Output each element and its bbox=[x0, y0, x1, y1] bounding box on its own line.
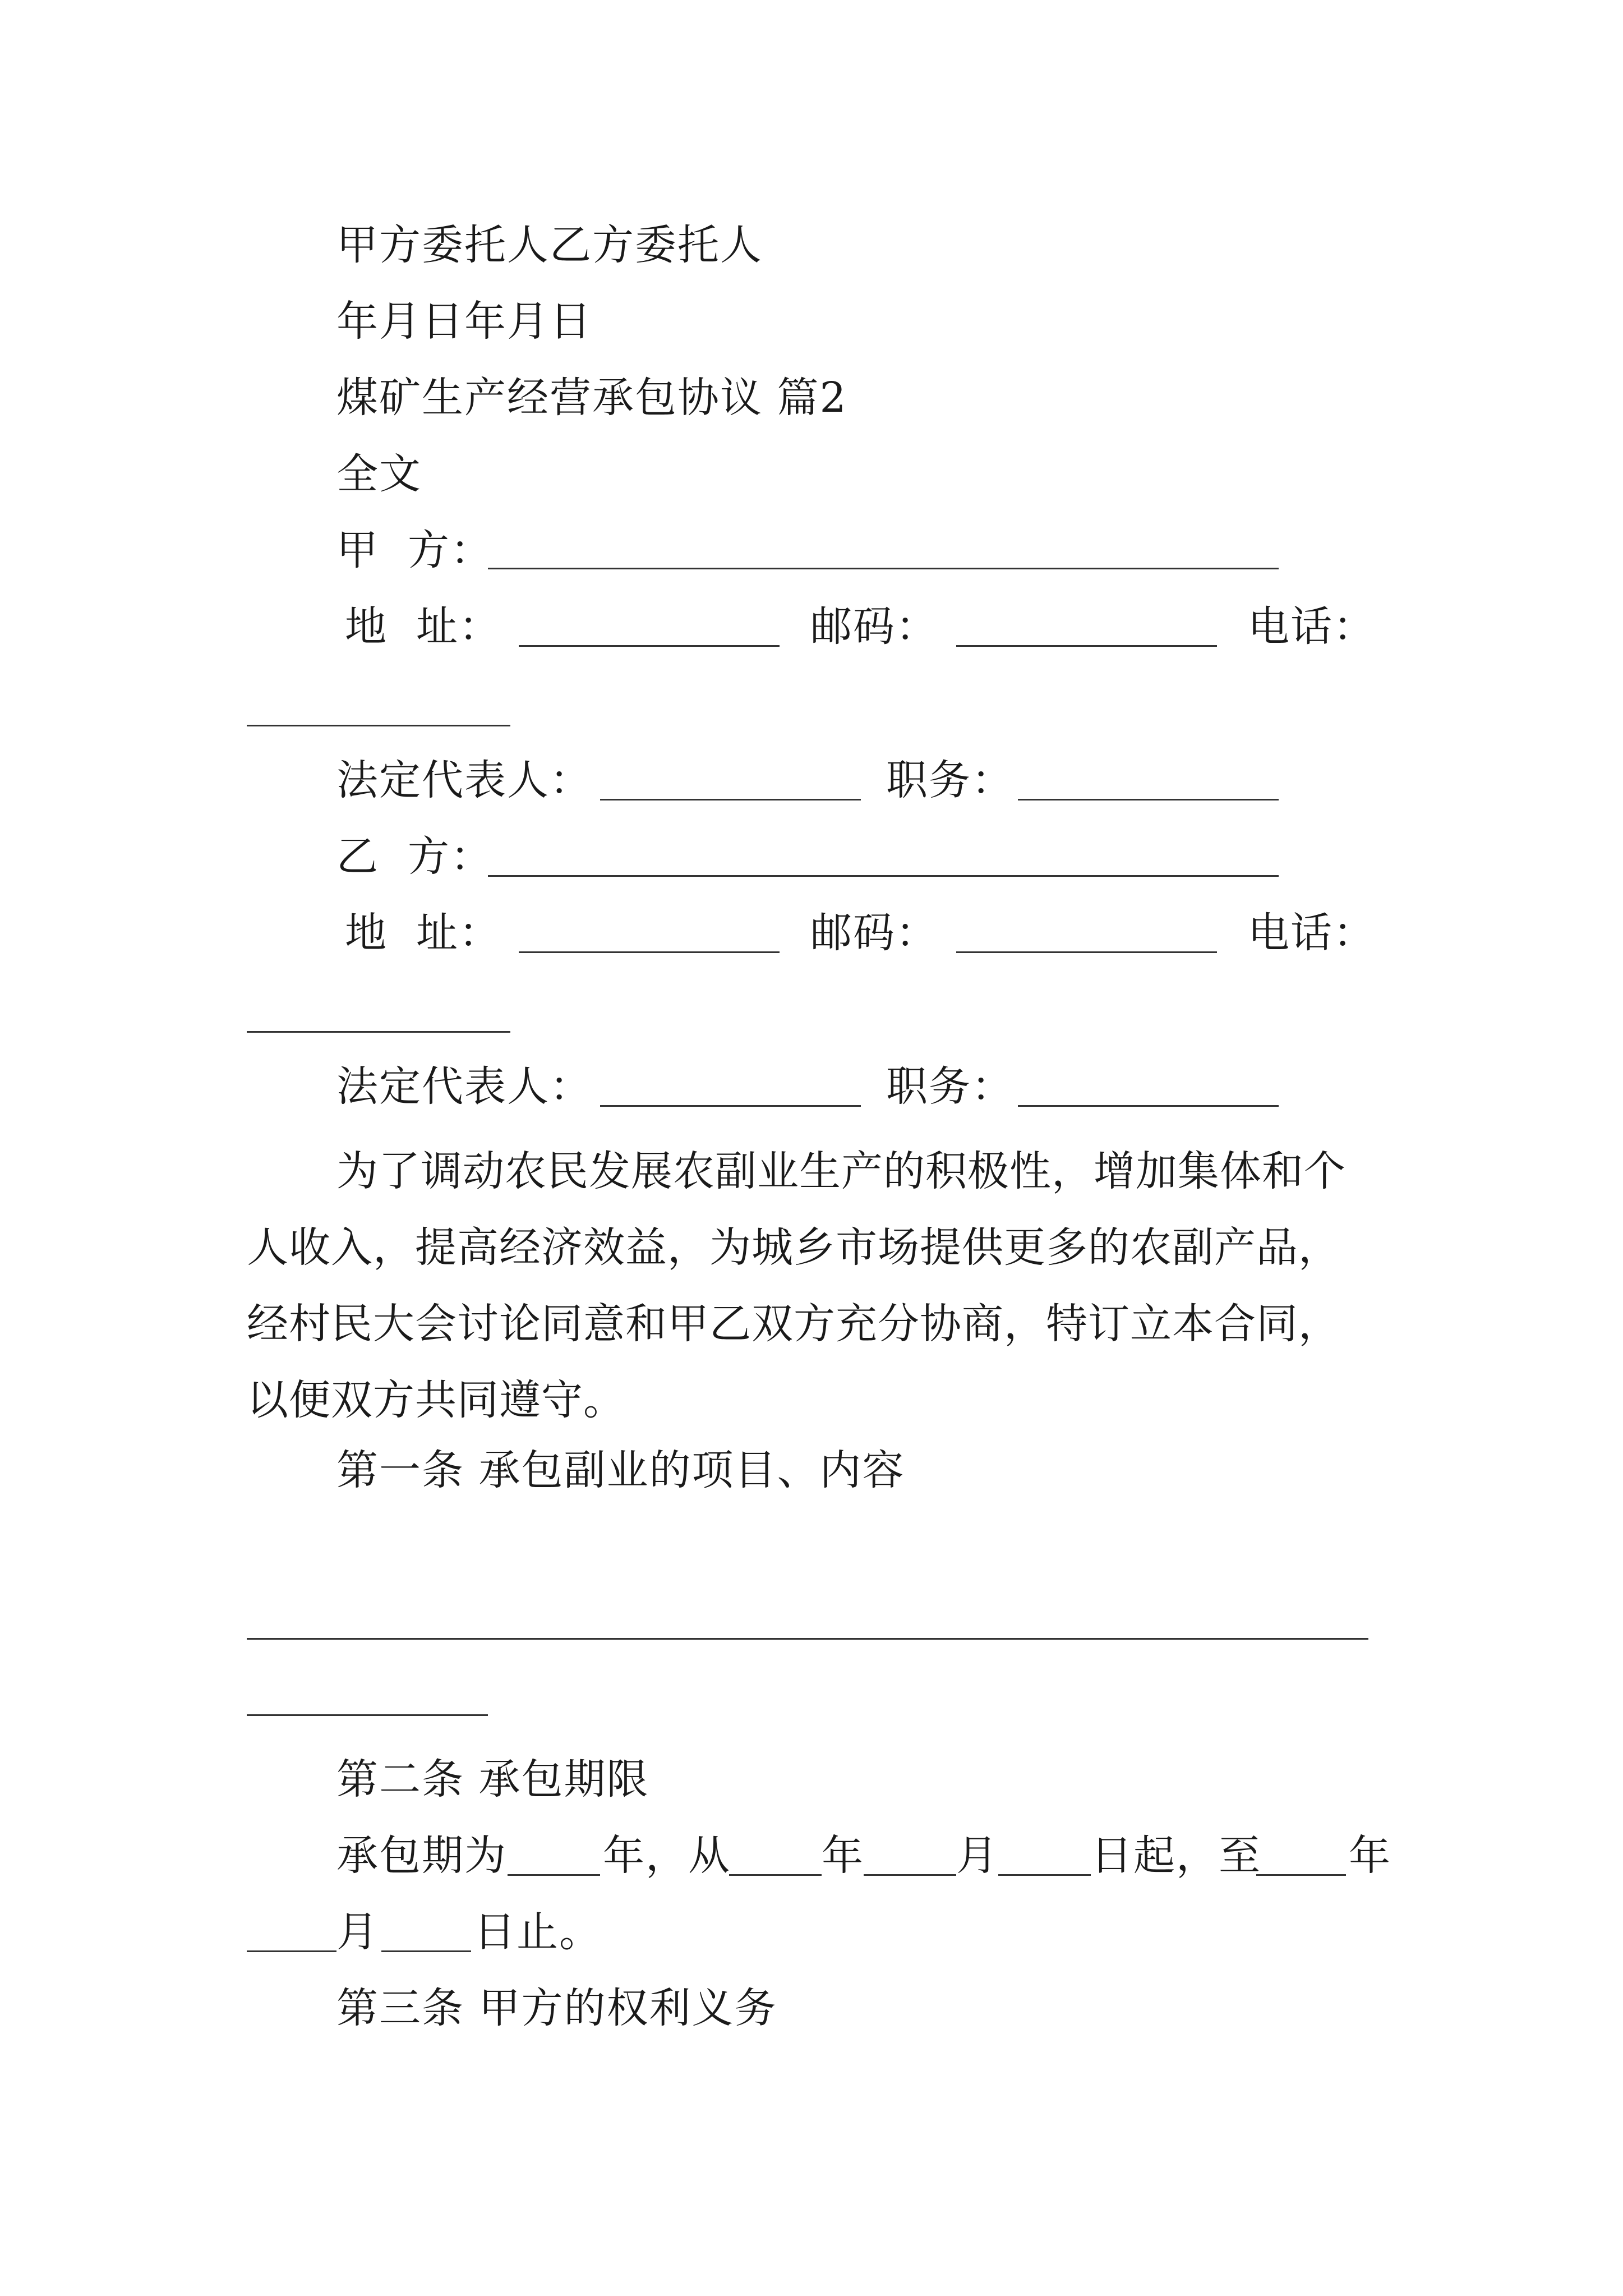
article-1-heading: 第一条 承包副业的项目、内容 bbox=[336, 1446, 905, 1494]
position-a-label: 职务： bbox=[886, 756, 1014, 804]
address-b-blank[interactable] bbox=[519, 951, 780, 953]
tel-a-label: 电话： bbox=[1248, 602, 1376, 651]
address-a-label: 地 址： bbox=[345, 602, 502, 651]
preamble-line-2: 人收入，提高经济效益，为城乡市场提供更多的农副产品， bbox=[247, 1223, 1340, 1272]
party-b-blank[interactable] bbox=[488, 875, 1279, 877]
tel-b-label: 电话： bbox=[1248, 909, 1376, 957]
article-2-heading: 第二条 承包期限 bbox=[336, 1755, 649, 1803]
tel-b-blank[interactable] bbox=[247, 1031, 510, 1033]
term-years-blank[interactable] bbox=[508, 1874, 600, 1876]
party-a-blank[interactable] bbox=[488, 568, 1279, 569]
term-text-2: 年，从 bbox=[603, 1832, 731, 1880]
rep-a-label: 法定代表人： bbox=[336, 756, 592, 804]
term-text-8: 日止。 bbox=[474, 1908, 602, 1956]
full-text-label: 全文 bbox=[336, 450, 422, 498]
signatory-line: 甲方委托人乙方委托人 bbox=[336, 221, 763, 269]
address-b-label: 地 址： bbox=[345, 909, 502, 957]
article-1-blank-2[interactable] bbox=[247, 1714, 488, 1716]
tel-a-blank[interactable] bbox=[247, 725, 510, 726]
date-line: 年月日年月日 bbox=[336, 297, 592, 346]
party-b-label: 乙 方： bbox=[336, 832, 494, 881]
term-text-6: 年 bbox=[1349, 1832, 1391, 1880]
end-day-blank[interactable] bbox=[381, 1950, 471, 1952]
term-text-4: 月 bbox=[956, 1832, 999, 1880]
position-b-label: 职务： bbox=[886, 1062, 1014, 1111]
term-text-3: 年 bbox=[822, 1832, 864, 1880]
term-text-1: 承包期为 bbox=[336, 1832, 507, 1880]
end-year-blank[interactable] bbox=[1256, 1874, 1346, 1876]
preamble-line-3: 经村民大会讨论同意和甲乙双方充分协商，特订立本合同， bbox=[247, 1300, 1340, 1348]
document-title: 煤矿生产经营承包协议 篇2 bbox=[336, 374, 847, 422]
start-year-blank[interactable] bbox=[729, 1874, 822, 1876]
position-b-blank[interactable] bbox=[1018, 1105, 1279, 1107]
address-a-blank[interactable] bbox=[519, 645, 780, 647]
rep-a-blank[interactable] bbox=[600, 799, 861, 800]
preamble-line-1: 为了调动农民发展农副业生产的积极性，增加集体和个 bbox=[336, 1147, 1346, 1195]
article-3-heading: 第三条 甲方的权利义务 bbox=[336, 1984, 777, 2032]
party-a-label: 甲 方： bbox=[336, 526, 494, 574]
article-1-blank-1[interactable] bbox=[247, 1638, 1368, 1640]
rep-b-label: 法定代表人： bbox=[336, 1062, 592, 1111]
preamble-paragraph bbox=[247, 1133, 1374, 1438]
zip-b-blank[interactable] bbox=[956, 951, 1217, 953]
term-text-7: 月 bbox=[336, 1908, 379, 1956]
start-month-blank[interactable] bbox=[864, 1874, 956, 1876]
preamble-line-4: 以便双方共同遵守。 bbox=[247, 1376, 625, 1424]
zip-a-blank[interactable] bbox=[956, 645, 1217, 647]
start-day-blank[interactable] bbox=[998, 1874, 1091, 1876]
term-text-5: 日起，至 bbox=[1091, 1832, 1261, 1880]
zip-b-label: 邮码： bbox=[810, 909, 938, 957]
end-month-blank[interactable] bbox=[247, 1950, 336, 1952]
position-a-blank[interactable] bbox=[1018, 799, 1279, 800]
zip-a-label: 邮码： bbox=[810, 602, 938, 651]
rep-b-blank[interactable] bbox=[600, 1105, 861, 1107]
